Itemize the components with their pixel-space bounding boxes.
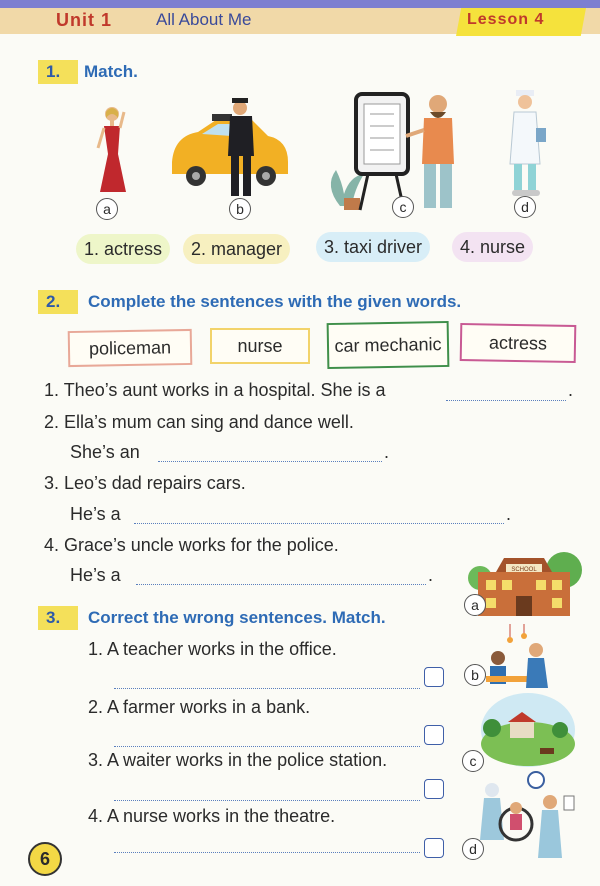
section1-label-c: c <box>392 196 414 218</box>
s3-blank-3[interactable] <box>114 800 420 801</box>
section3-title: Correct the wrong sentences. Match. <box>88 608 386 627</box>
section3-label-d: d <box>462 838 484 860</box>
s2-period-2: . <box>384 442 390 462</box>
word-nurse: nurse <box>210 328 310 364</box>
option-manager: 2. manager <box>183 234 290 264</box>
section3-label-c: c <box>462 750 484 772</box>
section3-label-b: b <box>464 664 486 686</box>
top-color-band <box>0 0 600 8</box>
school-sign: SCHOOL <box>511 567 537 573</box>
s2-blank-4[interactable] <box>136 584 426 585</box>
section1-label-a: a <box>96 198 118 220</box>
section2-title: Complete the sentences with the given words. <box>88 292 462 311</box>
s3-blank-4[interactable] <box>114 852 420 853</box>
s2-period-3: . <box>506 504 512 524</box>
taxi-driver-illustration <box>168 96 292 200</box>
option-taxi-driver: 3. taxi driver <box>316 232 430 262</box>
s2-sentence-2-stem: She’s an <box>70 442 140 462</box>
school-illustration <box>468 548 584 620</box>
s3-sentence-4: 4. A nurse works in the theatre. <box>88 806 336 826</box>
s3-answer-box-2[interactable] <box>424 725 444 745</box>
s3-answer-box-1[interactable] <box>424 667 444 687</box>
section1-title: Match. <box>84 62 138 81</box>
lesson-label: Lesson 4 <box>467 11 545 28</box>
word-car-mechanic: car mechanic <box>327 321 450 369</box>
s2-sentence-3: 3. Leo’s dad repairs cars. <box>44 473 246 493</box>
s2-sentence-1: 1. Theo’s aunt works in a hospital. She is a <box>44 380 386 400</box>
section3-label-a: a <box>464 594 486 616</box>
option-nurse: 4. nurse <box>452 232 533 262</box>
s2-sentence-4: 4. Grace’s uncle works for the police. <box>44 535 339 555</box>
s2-blank-2[interactable] <box>158 461 382 462</box>
s2-sentence-3-stem: He’s a <box>70 504 121 524</box>
section3-number: 3. <box>38 606 78 630</box>
nurse-illustration <box>500 88 550 198</box>
manager-illustration <box>320 90 470 214</box>
farm-illustration <box>480 692 576 768</box>
s3-blank-1[interactable] <box>114 688 420 689</box>
option-actress: 1. actress <box>76 234 170 264</box>
s3-sentence-3: 3. A waiter works in the police station. <box>88 750 388 770</box>
section2-number: 2. <box>38 290 78 314</box>
s2-period-4: . <box>428 565 434 585</box>
s3-blank-2[interactable] <box>114 746 420 747</box>
s3-sentence-2: 2. A farmer works in a bank. <box>88 697 311 717</box>
page-number: 6 <box>28 842 62 876</box>
section1-label-b: b <box>229 198 251 220</box>
actress-illustration <box>90 104 136 196</box>
s3-sentence-1: 1. A teacher works in the office. <box>88 639 337 659</box>
s2-period-1: . <box>568 380 574 400</box>
section1-number: 1. <box>38 60 78 84</box>
s3-answer-box-4[interactable] <box>424 838 444 858</box>
word-policeman: policeman <box>68 329 193 367</box>
s3-answer-box-3[interactable] <box>424 779 444 799</box>
s2-blank-1[interactable] <box>446 400 566 401</box>
s2-blank-3[interactable] <box>134 523 504 524</box>
section1-label-d: d <box>514 196 536 218</box>
word-actress: actress <box>460 323 577 363</box>
unit-title: All About Me <box>156 10 252 29</box>
s2-sentence-4-stem: He’s a <box>70 565 121 585</box>
restaurant-illustration <box>480 624 560 690</box>
s2-sentence-2: 2. Ella’s mum can sing and dance well. <box>44 412 354 432</box>
unit-label: Unit 1 <box>56 10 113 30</box>
hospital-illustration <box>476 770 578 866</box>
